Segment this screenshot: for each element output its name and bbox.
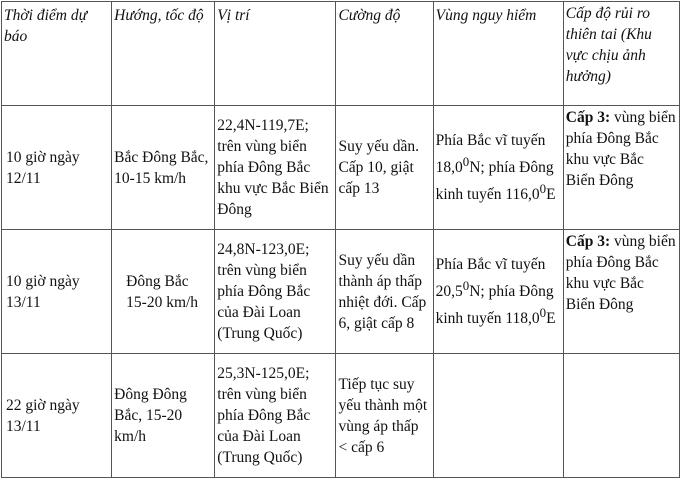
cell-intensity: Suy yếu dần. Cấp 10, giật cấp 13 <box>336 106 433 230</box>
table-header-row <box>2 2 680 106</box>
cell-time: 10 giờ ngày 12/11 <box>2 106 112 230</box>
cell-time: 22 giờ ngày 13/11 <box>2 354 112 478</box>
degree-mark: 0 <box>462 153 470 169</box>
table-row <box>2 106 680 230</box>
cell-position: 22,4N-119,7E; trên vùng biển phía Đông Bắc khu vực Bắc Biển Đông <box>215 106 336 230</box>
danger-zone-north: Phía Bắc vĩ tuyến 18,0 <box>435 131 546 176</box>
cell-time: 10 giờ ngày 13/11 <box>2 230 112 354</box>
danger-zone-east: N; phía Đông kinh tuyến 116,0 <box>435 159 554 204</box>
danger-zone-east-unit: E <box>546 186 556 204</box>
cell-direction-speed: Đông Bắc 15-20 km/h <box>112 230 215 354</box>
degree-mark: 0 <box>539 181 547 196</box>
cell-intensity: Tiếp tục suy yếu thành một vùng áp thấp < cấp 6 <box>336 354 433 478</box>
header-danger-zone: Vùng nguy hiểm <box>433 2 563 106</box>
header-position: Vị trí <box>215 2 336 106</box>
risk-level: Cấp 3: <box>565 109 611 126</box>
cell-risk-empty <box>563 354 679 478</box>
cell-risk <box>563 106 679 230</box>
header-intensity: Cường độ <box>336 2 433 106</box>
cell-direction-speed: Đông Đông Bắc, 15-20 km/h <box>112 354 215 478</box>
cell-danger-zone-empty <box>433 354 563 478</box>
header-risk-level: Cấp độ rủi ro thiên tai (Khu vực chịu ảnh hưởng) <box>563 2 679 106</box>
storm-forecast-table <box>1 1 680 478</box>
header-direction-speed: Hướng, tốc độ <box>112 2 215 106</box>
header-time: Thời điểm dự báo <box>2 2 112 106</box>
degree-mark: 0 <box>539 305 547 320</box>
risk-area: vùng biển phía Đông Bắc khu vực Bắc Biển Đông <box>565 109 676 189</box>
cell-danger-zone <box>433 106 563 230</box>
cell-danger-zone <box>433 230 563 354</box>
table-row <box>2 230 680 354</box>
cell-position: 25,3N-125,0E; trên vùng biển phía Đông Bắc của Đài Loan (Trung Quốc) <box>215 354 336 478</box>
cell-intensity: Suy yếu dần thành áp thấp nhiệt đới. Cấp 6, giật cấp 8 <box>336 230 433 354</box>
danger-zone-north: Phía Bắc vĩ tuyến 20,5 <box>435 255 546 300</box>
danger-zone-east: N; phía Đông kinh tuyến 118,0 <box>435 283 554 328</box>
risk-area: vùng biển phía Đông Bắc khu vực Bắc Biển Đông <box>565 233 676 313</box>
cell-position: 24,8N-123,0E; trên vùng biển phía Đông Bắc của Đài Loan (Trung Quốc) <box>215 230 336 354</box>
degree-mark: 0 <box>462 277 470 293</box>
table-row <box>2 354 680 478</box>
cell-direction-speed: Bắc Đông Bắc, 10-15 km/h <box>112 106 215 230</box>
cell-risk <box>563 230 679 354</box>
risk-level: Cấp 3: <box>565 233 611 250</box>
danger-zone-east-unit: E <box>546 310 556 328</box>
